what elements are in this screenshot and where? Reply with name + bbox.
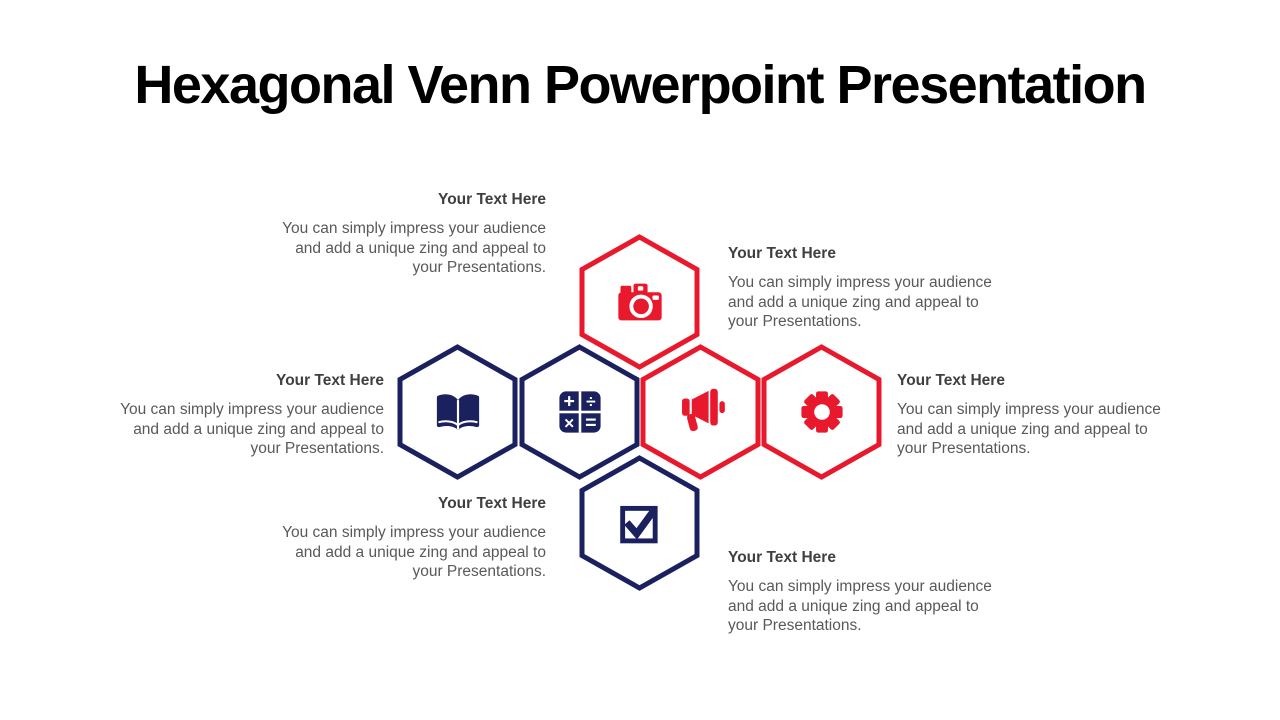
- megaphone-icon: [675, 386, 727, 438]
- calc-equals: =: [584, 411, 597, 434]
- calculator-icon: [554, 386, 606, 438]
- text-block-top-right: [728, 245, 1008, 332]
- text-block-bottom-left: [266, 495, 546, 582]
- camera-icon: [614, 276, 666, 328]
- gear-icon: [796, 386, 848, 438]
- page-title: Hexagonal Venn Powerpoint Presentation: [134, 55, 1146, 116]
- text-block-body: You can simply impress your audience and add a unique zing and appeal to your Presentations.: [282, 524, 546, 580]
- text-block-middle-right: [897, 372, 1177, 459]
- hexagon-gear: [761, 344, 882, 480]
- text-block-top-left: [266, 191, 546, 278]
- text-block-heading: Your Text Here: [438, 191, 546, 208]
- text-block-middle-left: [104, 372, 384, 459]
- calc-divide: ÷: [585, 391, 596, 412]
- text-block-body: You can simply impress your audience and add a unique zing and appeal to your Presentations.: [897, 401, 1161, 457]
- text-block-body: You can simply impress your audience and add a unique zing and appeal to your Presentations.: [728, 578, 992, 634]
- text-block-heading: Your Text Here: [728, 549, 836, 566]
- calc-plus: +: [562, 390, 575, 413]
- text-block-body: You can simply impress your audience and add a unique zing and appeal to your Presentations.: [120, 401, 384, 457]
- text-block-heading: Your Text Here: [897, 372, 1005, 389]
- text-block-body: You can simply impress your audience and add a unique zing and appeal to your Presentations.: [728, 274, 992, 330]
- hexagon-book: [397, 344, 518, 480]
- text-block-heading: Your Text Here: [728, 245, 836, 262]
- text-block-bottom-right: [728, 549, 1008, 636]
- text-block-body: You can simply impress your audience and add a unique zing and appeal to your Presentations.: [282, 220, 546, 276]
- calc-multiply: ×: [563, 412, 574, 433]
- book-icon: [432, 386, 484, 438]
- checkbox-icon: [614, 497, 666, 549]
- text-block-heading: Your Text Here: [276, 372, 384, 389]
- text-block-heading: Your Text Here: [438, 495, 546, 512]
- hexagon-megaphone: [640, 344, 761, 480]
